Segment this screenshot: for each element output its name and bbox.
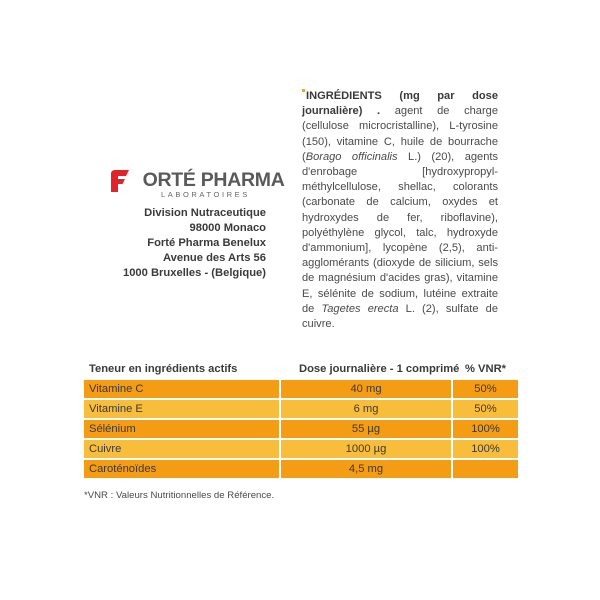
address-line: Avenue des Arts 56 bbox=[162, 252, 266, 264]
cell-ingredient: Sélénium bbox=[89, 423, 136, 435]
cell-dose: 40 mg bbox=[350, 383, 382, 395]
ingredients-text bbox=[302, 89, 498, 332]
brand-name bbox=[131, 169, 285, 191]
ingredients-body-2: L.) (20), agents d'enrobage [hydroxypropyl-méthylcellulose, shellac, colorants (carbonate de calcium, oxydes et hydroxydes de fer, riboflavine), polyéthylène glycol, talc, hydroxyde d'ammonium], lycopène (2,5), anti-agglomérants (dioxyde de silicium, sels de magnésium d'acides gras), vitamine E, sélénite de sodium, lutéine extraite de bbox=[302, 150, 498, 315]
bullet-icon bbox=[302, 89, 305, 92]
brand-subtitle: LABORATOIRES bbox=[161, 190, 250, 199]
table-row bbox=[84, 399, 518, 419]
cell-ingredient: Cuivre bbox=[89, 443, 122, 455]
ingredients-title-initial: I bbox=[306, 90, 310, 102]
cell-ingredient: Vitamine C bbox=[89, 383, 144, 395]
address-line: Forté Pharma Benelux bbox=[147, 237, 266, 249]
table-row bbox=[84, 419, 518, 439]
table-header bbox=[84, 361, 518, 379]
cell-dose: 1000 µg bbox=[345, 443, 387, 455]
ingredients-body-3: L. (2), sulfate de cuivre. bbox=[302, 302, 499, 331]
address-line: 1000 Bruxelles - (Belgique) bbox=[122, 267, 266, 279]
address-line: Division Nutraceutique bbox=[144, 207, 266, 219]
brand-name-rest: ORTÉ PHARMA bbox=[142, 169, 285, 191]
header-dose: Dose journalière - 1 comprimé bbox=[299, 363, 460, 375]
cell-ingredient: Vitamine E bbox=[89, 403, 143, 415]
header-vnr: % VNR* bbox=[465, 363, 507, 375]
ingredients-body-1: agent de charge (cellulose microcristalline), L-tyrosine (150), vitamine C, huile de bourrache ( bbox=[302, 105, 498, 163]
company-address bbox=[110, 206, 266, 281]
header-ingredient: Teneur en ingrédients actifs bbox=[89, 363, 238, 375]
table-row bbox=[84, 379, 518, 399]
table-row bbox=[84, 459, 518, 479]
address-line: 98000 Monaco bbox=[189, 222, 266, 234]
table-row bbox=[84, 439, 518, 459]
cell-dose: 4,5 mg bbox=[348, 463, 384, 475]
cell-vnr: 50% bbox=[474, 383, 497, 395]
cell-dose: 55 µg bbox=[351, 423, 381, 435]
ingredients-italic-1: Borago officinalis bbox=[305, 150, 398, 163]
footnote: *VNR : Valeurs Nutritionnelles de Référence. bbox=[84, 490, 275, 501]
forte-pharma-logo bbox=[109, 166, 285, 202]
ingredients-italic-2: Tagetes erecta bbox=[321, 302, 399, 315]
cell-vnr: 50% bbox=[474, 403, 497, 415]
nutrition-table bbox=[84, 361, 518, 479]
cell-vnr: 100% bbox=[471, 443, 500, 455]
cell-dose: 6 mg bbox=[353, 403, 379, 415]
cell-vnr: 100% bbox=[471, 423, 500, 435]
cell-ingredient: Caroténoïdes bbox=[89, 463, 157, 475]
ingredients-title-rest: NGRÉDIENTS (mg par dose journalière) . bbox=[302, 90, 498, 118]
